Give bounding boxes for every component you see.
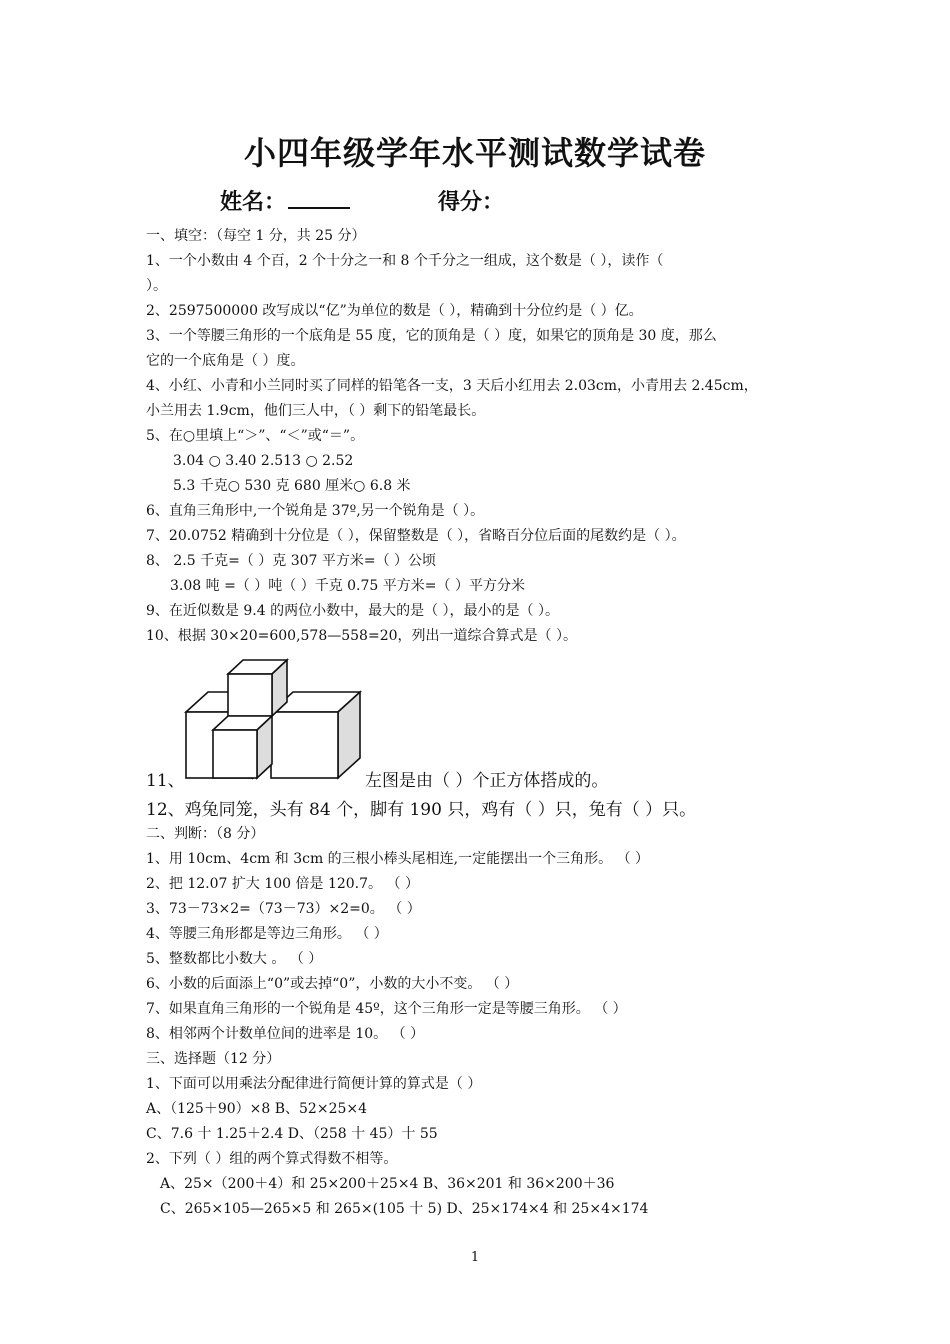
- judge-q7: 7、如果直角三角形的一个锐角是 45º，这个三角形一定是等腰三角形。 （ ）: [146, 1001, 627, 1017]
- section-1-heading: 一、填空：（每空 1 分，共 25 分）: [146, 228, 366, 244]
- page-title: 小四年级学年水平测试数学试卷: [243, 134, 706, 172]
- section-2-heading: 二、判断：（8 分）: [146, 826, 265, 842]
- judge-q6: 6、小数的后面添上“0”或去掉“0”，小数的大小不变。 （ ）: [146, 976, 519, 992]
- name-field: [220, 185, 350, 216]
- choice-q2-options-ab: A、25×（200＋4）和 25×200＋25×4 B、36×201 和 36×200＋36: [160, 1176, 615, 1192]
- fill-q5: 5、在○里填上“＞”、“＜”或“＝”。: [146, 428, 365, 444]
- choice-q2: 2、下列（ ）组的两个算式得数不相等。: [146, 1151, 398, 1167]
- judge-q8: 8、相邻两个计数单位间的进率是 10。 （ ）: [146, 1026, 425, 1042]
- fill-q3: 3、一个等腰三角形的一个底角是 55 度，它的顶角是（ ）度，如果它的顶角是 30 度，那么: [146, 328, 717, 344]
- fill-q11: 左图是由（ ）个正方体搭成的。: [365, 771, 609, 791]
- fill-q5-row1: 3.04 ○ 3.40 2.513 ○ 2.52: [173, 453, 354, 469]
- fill-q4: 4、小红、小青和小兰同时买了同样的铅笔各一支，3 天后小红用去 2.03cm，小青用去 2.45cm，: [146, 378, 758, 394]
- score-label: 得分：: [438, 190, 505, 215]
- name-blank[interactable]: [288, 189, 350, 209]
- fill-q1: 1、一个小数由 4 个百，2 个十分之一和 8 个千分之一组成，这个数是（ ），读作（: [146, 253, 664, 269]
- section-3-heading: 三、选择题（12 分）: [146, 1051, 281, 1067]
- fill-q8: 8、 2.5 千克=（ ）克 307 平方米=（ ）公顷: [146, 553, 437, 569]
- fill-q8-cont: 3.08 吨 =（ ）吨（ ）千克 0.75 平方米=（ ）平方分米: [170, 578, 525, 594]
- judge-q2: 2、把 12.07 扩大 100 倍是 120.7。 （ ）: [146, 876, 419, 892]
- judge-q1: 1、用 10cm、4cm 和 3cm 的三根小棒头尾相连,一定能摆出一个三角形。 （ ）: [146, 851, 650, 867]
- fill-q9: 9、在近似数是 9.4 的两位小数中，最大的是（ ），最小的是（ ）。: [146, 603, 559, 619]
- fill-q6: 6、直角三角形中,一个锐角是 37º,另一个锐角是（ ）。: [146, 503, 485, 519]
- fill-q12: 12、鸡兔同笼，头有 84 个，脚有 190 只，鸡有（ ）只，兔有（ ）只。: [146, 800, 697, 820]
- page-number: 1: [470, 1250, 480, 1265]
- fill-q2: 2、2597500000 改写成以“亿”为单位的数是（ ），精确到十分位约是（ ）亿。: [146, 303, 643, 319]
- fill-q10: 10、根据 30×20=600,578—558=20，列出一道综合算式是（ ）。: [146, 628, 577, 644]
- choice-q1: 1、下面可以用乘法分配律进行简便计算的算式是（ ）: [146, 1076, 482, 1092]
- choice-q1-options-cd: C、7.6 十 1.25＋2.4 D、（258 十 45）十 55: [146, 1126, 438, 1142]
- fill-q11-number: 11、: [146, 771, 185, 791]
- fill-q7: 7、20.0752 精确到十分位是（ ），保留整数是（ ），省略百分位后面的尾数约是（ ）。: [146, 528, 686, 544]
- fill-q5-row2: 5.3 千克○ 530 克 680 厘米○ 6.8 米: [173, 478, 411, 494]
- fill-q1-cont: ）。: [146, 278, 167, 294]
- judge-q3: 3、73－73×2=（73－73）×2=0。 （ ）: [146, 901, 421, 917]
- choice-q1-options-ab: A、（125＋90）×8 B、52×25×4: [146, 1101, 368, 1117]
- fill-q4-cont: 小兰用去 1.9cm，他们三人中，（ ）剩下的铅笔最长。: [146, 403, 486, 419]
- name-label: 姓名：: [220, 190, 287, 215]
- fill-q3-cont: 它的一个底角是（ ）度。: [146, 353, 305, 369]
- choice-q2-options-cd: C、265×105—265×5 和 265×(105 十 5) D、25×174×4 和 25×4×174: [160, 1201, 649, 1217]
- judge-q5: 5、整数都比小数大 。 （ ）: [146, 951, 323, 967]
- judge-q4: 4、等腰三角形都是等边三角形。 （ ）: [146, 926, 388, 942]
- cube-stack-figure: [183, 652, 363, 782]
